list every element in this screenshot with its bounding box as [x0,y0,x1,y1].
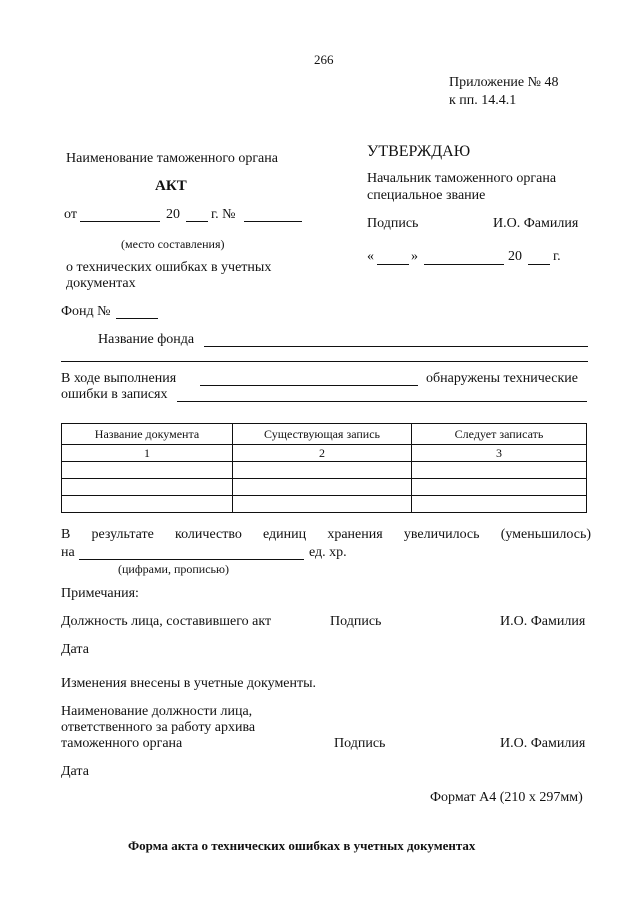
fund-name-label: Название фонда [98,332,195,347]
table-number-row [62,445,587,462]
archivist-line3: таможенного органа [61,736,183,751]
fund-number-label: Фонд № [61,304,111,319]
approve-rank: специальное звание [367,188,486,203]
approve-year-line [528,264,550,265]
fund-name-line2 [61,361,588,362]
table-row [62,462,587,479]
archivist-date: Дата [61,764,89,779]
approve-date-close: » [411,249,418,264]
act-number-line [244,221,302,222]
result-line [61,527,591,543]
table-col-number: 3 [412,445,587,462]
act-year-line [186,221,208,222]
approve-day-line [377,264,409,265]
format-note: Формат А4 (210 х 297мм) [430,790,583,805]
result-count-line [79,559,304,560]
compiler-signature: Подпись [330,614,382,629]
result-word: увеличилось [403,527,480,542]
page-number: 266 [314,52,334,67]
approve-name: И.О. Фамилия [493,216,579,231]
archivist-line2: ответственного за работу архива [61,720,256,735]
result-word: хранения [327,527,383,542]
approve-date-open: « [367,249,374,264]
findings-found: обнаружены технические [426,371,579,386]
approve-year-suffix: г. [553,249,561,264]
approve-position: Начальник таможенного органа [367,171,557,186]
approve-title: УТВЕРЖДАЮ [367,143,471,160]
changes-note: Изменения внесены в учетные документы. [61,676,317,691]
table-header-existing: Существующая запись [233,424,412,445]
findings-records-line [177,401,587,402]
form-caption: Форма акта о технических ошибках в учетных документах [128,838,476,853]
fund-number-line [116,318,158,319]
act-date-line [80,221,160,222]
result-on: на [61,545,75,560]
compiler-position: Должность лица, составившего акт [61,614,272,629]
approve-signature: Подпись [367,216,419,231]
act-year-prefix: 20 [166,207,180,222]
table-row [62,496,587,513]
table-col-number: 1 [62,445,233,462]
result-word: единиц [263,527,307,542]
place-hint: (место составления) [121,237,225,251]
org-name: Наименование таможенного органа [66,151,278,166]
compiler-date: Дата [61,642,89,657]
approve-year-prefix: 20 [508,249,522,264]
result-word: (уменьшилось) [500,527,591,542]
notes-label: Примечания: [61,586,139,601]
archivist-name: И.О. Фамилия [500,736,586,751]
result-hint: (цифрами, прописью) [118,562,229,576]
result-word: количество [175,527,242,542]
archivist-signature: Подпись [334,736,386,751]
archivist-line1: Наименование должности лица, [61,704,253,719]
appendix-ref: к пп. 14.4.1 [449,93,517,108]
table-row [62,479,587,496]
fund-name-line [204,346,588,347]
appendix-number: Приложение № 48 [449,75,559,90]
table-header-document: Название документа [62,424,233,445]
result-unit: ед. хр. [309,545,347,560]
table-col-number: 2 [233,445,412,462]
errors-table [61,423,587,513]
subject-line1: о технических ошибках в учетных [66,260,272,275]
subject-line2: документах [66,276,136,291]
from-label: от [64,207,77,222]
approve-month-line [424,264,504,265]
act-year-suffix: г. № [211,207,236,222]
table-header-row [62,424,587,445]
findings-during: В ходе выполнения [61,371,177,386]
result-word: результате [91,527,154,542]
act-title: АКТ [155,178,187,194]
findings-work-line [200,385,418,386]
result-word: В [61,527,71,542]
table-header-correct: Следует записать [412,424,587,445]
compiler-name: И.О. Фамилия [500,614,586,629]
findings-records: ошибки в записях [61,387,168,402]
